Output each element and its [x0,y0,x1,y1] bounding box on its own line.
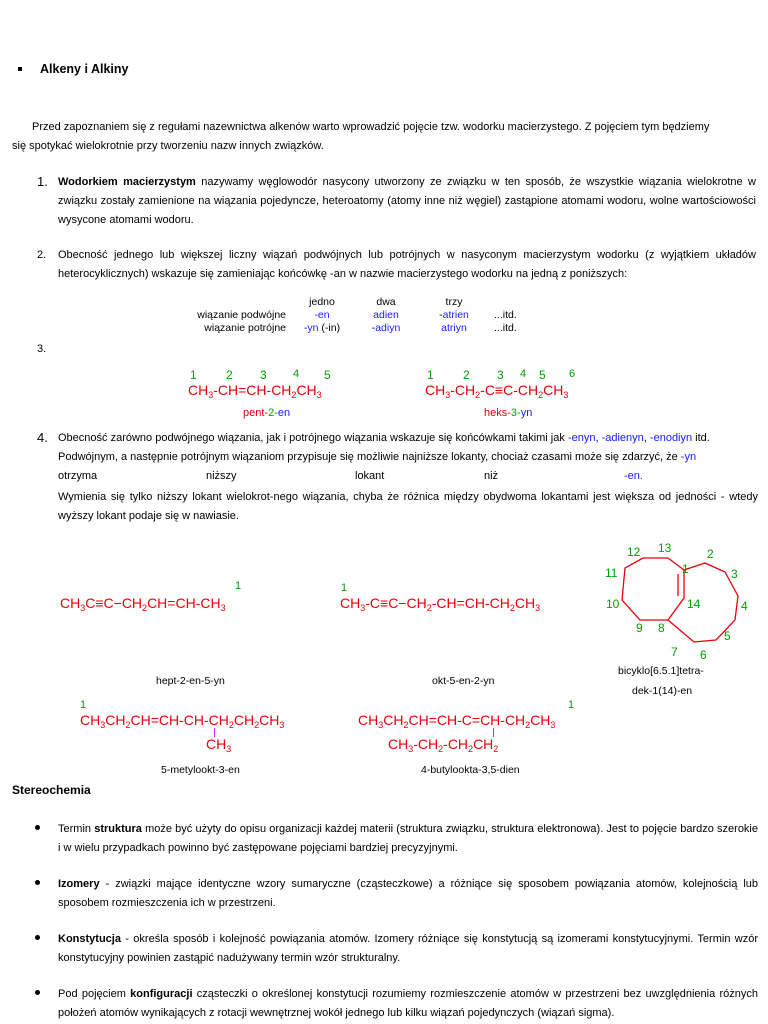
intro-line-1: Przed zapoznaniem się z regułami nazewnictwa alkenów warto wprowadzić pojęcie tzw. wodorku macierzystego. Z pojęciem tym będziemy [32,121,710,133]
item3-number: 3. [37,343,47,355]
triple-etc: ...itd. [494,322,517,334]
example-pentene [188,368,368,422]
pent-locant-4: 4 [293,368,300,380]
heks-name-a: heks- [484,407,511,419]
bicyclo-label-12: 12 [627,545,641,559]
bicyclo-label-11: 11 [605,566,618,580]
bicyclo-label-9: 9 [636,621,643,635]
stereo-1-pre: Termin [58,823,95,835]
stereo-3-text: - określa sposób i kolejność powiązania atomów. Izomery różniące się konstytucją są izomerami konstytucyjnymi. Termin wzór konstytucyjny powinien zastąpić nadużywany termin wzór strukturalny. [58,933,758,964]
pent-name-c: en [277,407,291,419]
bicyclo-label-6: 6 [700,648,707,662]
bicyclo-label-13: 13 [658,541,672,555]
col-dwa: dwa [376,296,396,308]
col-trzy: trzy [445,296,463,308]
stereo-4-bold: konfiguracji [130,988,193,1000]
intro-line-2: się spotykać wielokrotnie przy tworzeniu nazw innych związków. [12,140,324,152]
double-three-dash: - [439,309,443,321]
heks-locant-6: 6 [569,368,576,380]
item4-word-niz: niż [484,470,499,482]
item1-bold: Wodorkiem macierzystym [58,176,196,188]
bicyclo-diagram [598,538,768,668]
item1-text [58,173,756,230]
item4-word-nizszy: niższy [206,470,237,482]
heading-bullet [18,67,22,71]
pent-locant-3: 3 [260,368,267,382]
pent-locant-2: 2 [226,368,233,382]
pent-formula: $CH_3-CH=CH-CH_2CH_3$ [188,382,322,400]
heks-locant-1: 1 [427,368,434,382]
bicyclo-label-7: 7 [671,645,678,659]
suffix-adienyn: -adienyn [601,432,644,444]
bicyclo-label-5: 5 [724,629,731,643]
item4-number: 4. [37,430,48,445]
item4-sep1: , [595,432,602,444]
mol1-locant: 1 [235,580,242,592]
bicyclo-label-14: 14 [687,597,701,611]
bicyclo-label-4: 4 [741,599,748,613]
page-heading: Alkeny i Alkiny [40,62,129,76]
triple-three: atriyn [441,322,467,334]
mol4-formula: $CH_3CH_2CH=CH-C=CH-CH_2CH_3$ [358,712,556,730]
item4-word-lokant: lokant [355,470,385,482]
item1-body: nazywamy węglowodór nasycony utworzony ze związku w ten sposób, że wszystkie wiązania wielokrotne w związku zostały zamienione na wiązania pojedyncze, heteroatomy (atomy inne niż węgiel) zastąpione atomami wodoru, wolne wartościowości wysycone atomami wodoru. [58,176,756,226]
heks-locant-5: 5 [539,368,546,382]
stereo-3-bold: Konstytucja [58,933,121,945]
item4-line-4: Wymienia się tylko niższy lokant wielokrot-nego wiązania, chyba że różnica między obydwoma lokantami jest większa od jedności - wtedy wyższy lokant podaje się w nawiasie. [58,491,758,522]
heks-locant-2: 2 [463,368,470,382]
heks-name [484,407,532,419]
stereo-4-text: cząsteczki o określonej konstytucji rozumiemy rozmieszczenie atomów w przestrzeni bez uwzględnienia różnych położeń atomów wynikających z rotacji wewnętrznej wokół jednego lub kilku wiązań pojedynczych (wiązań sigma). [58,988,758,1019]
bicyclo-label-2: 2 [707,547,714,561]
mol4-locant: 1 [568,699,575,711]
stereo-2-text: - związki mające identyczne wzory sumaryczne (cząsteczkowe) a różniące się sposobem powiązania atomów, kolejnością lub sposobem rozmieszczenia ich w przestrzeni. [58,878,758,909]
example-hexyne [425,368,625,422]
stereo-1-text: może być użyty do opisu organizacji każdej materii (struktura związku, struktura elektronowa). Jest to pojęcie bardzo szerokie i w wielu przypadkach powinno być zastępowane pojęciami bardziej precyzyjnymi. [58,823,758,854]
stereo-bullet-2 [35,880,40,885]
item4-line-2 [58,448,758,467]
triple-two: adiyn [375,322,401,334]
mol4-name: 4-butylookta-3,5-dien [421,764,520,776]
item4-word-otrzyma: otrzyma [58,470,98,482]
mol2-name: okt-5-en-2-yn [432,675,495,687]
item4-line1a: Obecność zarówno podwójnego wiązania, jak i potrójnego wiązania wskazuje się końcówkami takimi jak [58,432,568,444]
heks-name-c: yn [520,407,533,419]
stereo-bullet-4 [35,990,40,995]
double-one: -en [314,309,330,321]
heks-name-b: 3- [510,407,521,419]
heks-formula: $CH_3-CH_2-C\equiv C-CH_2CH_3$ [425,382,569,400]
bicyclo-label-8: 8 [658,621,665,635]
bicyclo-name-2: dek-1(14)-en [632,685,693,697]
double-etc: ...itd. [494,309,517,321]
double-three: atrien [442,309,469,321]
item4-sep2: , [643,432,650,444]
stereo-1-bold: struktura [94,823,142,835]
triple-one: -yn [303,322,319,334]
mol3-branch: $CH_3$ [206,736,232,754]
suffix-en: -en. [624,470,643,482]
row-triple-label: wiązanie potrójne [204,322,286,334]
stereo-2-bold: Izomery [58,878,100,890]
stereo-item-4 [58,985,758,1023]
bicyclo-label-10: 10 [606,597,620,611]
item2-text: Obecność jednego lub większej liczny wiązań podwójnych lub potrójnych w nasyconym macierzystym wodorku (z wyjątkiem układów heterocyklicznych) wskazuje się zamieniając końcówkę -an w nazwie macierzystego wodorku na jedną z poniższych: [58,249,756,280]
row-double-label: wiązanie podwójne [197,309,286,321]
stereo-bullet-3 [35,935,40,940]
mol1-formula: $CH_3C\equiv C-CH_2CH=CH-CH_3$ [60,595,226,613]
col-jedno: jedno [309,296,335,308]
mol4-branch: $CH_3-CH_2-CH_2CH_2$ [388,736,499,754]
stereo-4-pre: Pod pojęciem [58,988,131,1000]
item4-line1b: itd. [692,432,710,444]
mol2-formula: $CH_3-C\equiv C-CH_2-CH=CH-CH_2CH_3$ [340,595,541,613]
stereo-heading: Stereochemia [12,783,91,797]
stereo-bullet-1 [35,825,40,830]
suffix-enodiyn: -enodiyn [649,432,693,444]
suffix-enyn: -enyn [567,432,596,444]
triple-two-dash: - [371,322,376,334]
item1-number: 1. [37,174,48,189]
item4-line2a: Podwójnym, a następnie potrójnym wiązaniom przypisuje się możliwie najniższe lokanty, chociaż czasami może się zdarzyć, że [58,451,681,463]
mol2-locant: 1 [341,582,348,594]
mol3-formula: $CH_3CH_2CH=CH-CH-CH_2CH_2CH_3$ [80,712,285,730]
mol3-name: 5-metylookt-3-en [161,764,240,776]
stereo-item-1 [58,820,758,858]
stereo-item-2 [58,875,758,913]
triple-one-alt: (-in) [318,322,341,334]
suffix-yn: -yn [680,451,697,463]
double-two: adien [373,309,399,321]
bicyclo-label-1: 1 [682,562,689,576]
pent-name [243,407,290,419]
item4-line-1 [58,429,758,448]
heks-locant-4: 4 [520,368,527,380]
suffix-table [160,296,523,335]
mol3-locant: 1 [80,699,87,711]
pent-locant-1: 1 [190,368,197,382]
mol1-name: hept-2-en-5-yn [156,675,225,687]
pent-name-b: 2- [268,407,278,419]
item2-number: 2. [37,249,47,261]
pent-locant-5: 5 [324,368,331,382]
pent-name-a: pent- [243,407,269,419]
stereo-item-3 [58,930,758,968]
bicyclo-label-3: 3 [731,567,738,581]
bicyclo-name-1: bicyklo[6.5.1]tetra- [618,665,704,677]
heks-locant-3: 3 [497,368,504,382]
item4-line-3 [58,467,648,486]
